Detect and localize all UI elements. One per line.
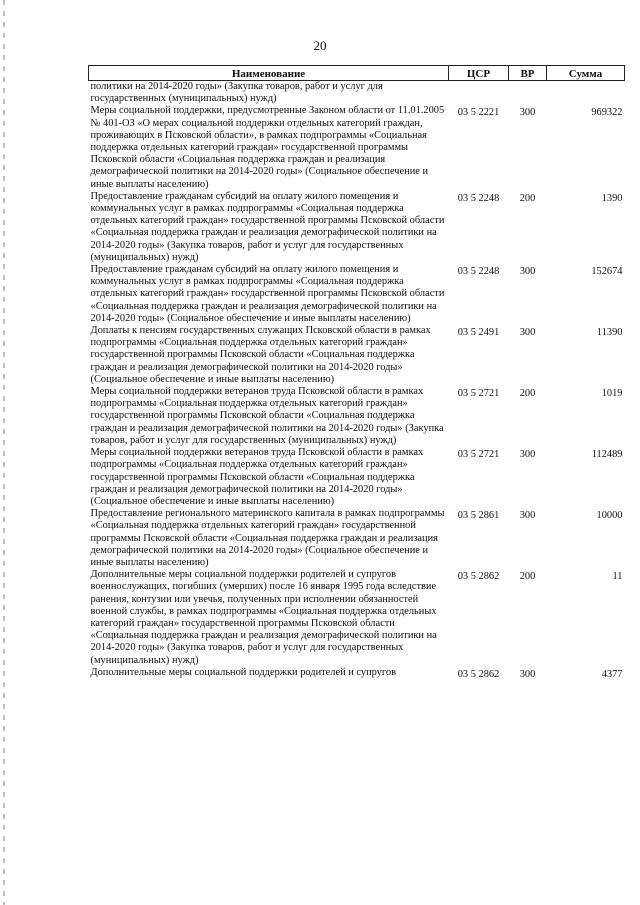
row-sum: 4377: [601, 668, 623, 680]
table-row: [89, 447, 625, 508]
row-vr: 300: [519, 449, 536, 461]
row-sum: 112489: [591, 449, 623, 461]
row-csr: [449, 81, 509, 106]
row-vr: 300: [519, 266, 536, 278]
scan-margin-line: [3, 0, 5, 905]
table-header: [89, 66, 625, 81]
table-row: [89, 81, 625, 106]
row-sum: 152674: [591, 266, 623, 278]
table-row: [89, 386, 625, 447]
row-vr: 200: [519, 388, 536, 400]
budget-table: [88, 65, 625, 681]
table-body: [89, 81, 625, 681]
page-number: 20: [313, 38, 327, 53]
row-name: Меры социальной поддержки ветеранов труда Псковской области в рамках подпрограммы «Социальная поддержка отдельных категорий граждан» государственной программы Псковской области «Социальная поддержка граждан и реализация демографической политики на 2014-2020 годы» (Социальное обеспечение и иные выплаты населению): [90, 447, 424, 507]
row-csr: 03 5 2721: [457, 449, 500, 461]
row-csr: 03 5 2862: [457, 571, 500, 583]
table-row: [89, 325, 625, 386]
row-vr: [509, 81, 547, 106]
row-vr: 300: [519, 107, 536, 119]
table-row: [89, 569, 625, 667]
row-csr: 03 5 2861: [457, 510, 500, 522]
header-name: Наименование: [89, 66, 449, 81]
row-csr: 03 5 2221: [457, 107, 500, 119]
row-csr: 03 5 2248: [457, 192, 500, 204]
row-name: Меры социальной поддержки ветеранов труда Псковской области в рамках подпрограммы «Социальная поддержка отдельных категорий граждан» государственной программы Псковской области «Социальная поддержка граждан и реализация демографической политики на 2014-2020 годы» (Закупка товаров, работ и услуг для государственных (муниципальных) нужд): [90, 386, 444, 446]
row-csr: 03 5 2491: [457, 327, 500, 339]
header-vr: ВР: [509, 66, 547, 81]
row-vr: 200: [519, 571, 536, 583]
row-sum: 10000: [596, 510, 623, 522]
row-vr: 300: [519, 327, 536, 339]
row-name: Дополнительные меры социальной поддержки родителей и супругов военнослужащих, погибших (умерших) после 16 января 1995 года вследствие ранения, контузии или увечья, полученных при исполнении обязанностей военной службы, в рамках подпрограммы «Социальная поддержка отдельных категорий граждан» государственной программы Псковской области «Социальная поддержка граждан и реализация демографической политики на 2014-2020 годы» (Закупка товаров, работ и услуг для государственных (муниципальных) нужд): [90, 569, 437, 666]
row-sum: 1390: [601, 192, 623, 204]
row-name: Меры социальной поддержки, предусмотренные Законом области от 11.01.2005 № 401-ОЗ «О мерах социальной поддержки отдельных категорий граждан, проживающих в Псковской области», в рамках подпрограммы «Социальная поддержка отдельных категорий граждан» государственной программы Псковской области «Социальная поддержка граждан и реализация демографической политики на 2014-2020 годы» (Социальное обеспечение и иные выплаты населению): [90, 105, 445, 190]
header-sum: Сумма: [547, 66, 625, 81]
table-row: [89, 191, 625, 264]
table-row: [89, 105, 625, 190]
row-sum: 1019: [601, 388, 623, 400]
row-csr: 03 5 2721: [457, 388, 500, 400]
row-sum: 11: [612, 571, 623, 583]
table-row: [89, 667, 625, 681]
row-name: политики на 2014-2020 годы» (Закупка товаров, работ и услуг для государственных (муниципальных) нужд): [90, 81, 383, 105]
row-sum: 969322: [591, 107, 623, 119]
header-csr: ЦСР: [449, 66, 509, 81]
row-name: Предоставление гражданам субсидий на оплату жилого помещения и коммунальных услуг в рамках подпрограммы «Социальная поддержка отдельных категорий граждан» государственной программы Псковской области «Социальная поддержка граждан и реализация демографической политики на 2014-2020 годы» (Закупка товаров, работ и услуг для государственных (муниципальных) нужд): [90, 190, 445, 263]
row-name: Предоставление гражданам субсидий на оплату жилого помещения и коммунальных услуг в рамках подпрограммы «Социальная поддержка отдельных категорий граждан» государственной программы Псковской области «Социальная поддержка граждан и реализация демографической политики на 2014-2020 годы» (Социальное обеспечение и иные выплаты населению): [90, 264, 445, 324]
table-row: [89, 508, 625, 569]
row-sum: [547, 81, 625, 106]
row-name: Дополнительные меры социальной поддержки родителей и супругов: [90, 666, 396, 678]
row-name: Предоставление регионального материнского капитала в рамках подпрограммы «Социальная поддержка отдельных категорий граждан» государственной программы Псковской области «Социальная поддержка граждан и реализация демографической политики на 2014-2020 годы» (Социальное обеспечение и иные выплаты населению): [90, 508, 445, 568]
row-vr: 300: [519, 510, 536, 522]
row-vr: 200: [519, 192, 536, 204]
row-csr: 03 5 2862: [457, 668, 500, 680]
table-row: [89, 264, 625, 325]
row-csr: 03 5 2248: [457, 266, 500, 278]
row-name: Доплаты к пенсиям государственных служащих Псковской области в рамках подпрограммы «Социальная поддержка отдельных категорий граждан» государственной программы Псковской области «Социальная поддержка граждан и реализация демографической политики на 2014-2020 годы» (Социальное обеспечение и иные выплаты населению): [90, 325, 431, 385]
row-sum: 11390: [596, 327, 623, 339]
row-vr: 300: [519, 668, 536, 680]
